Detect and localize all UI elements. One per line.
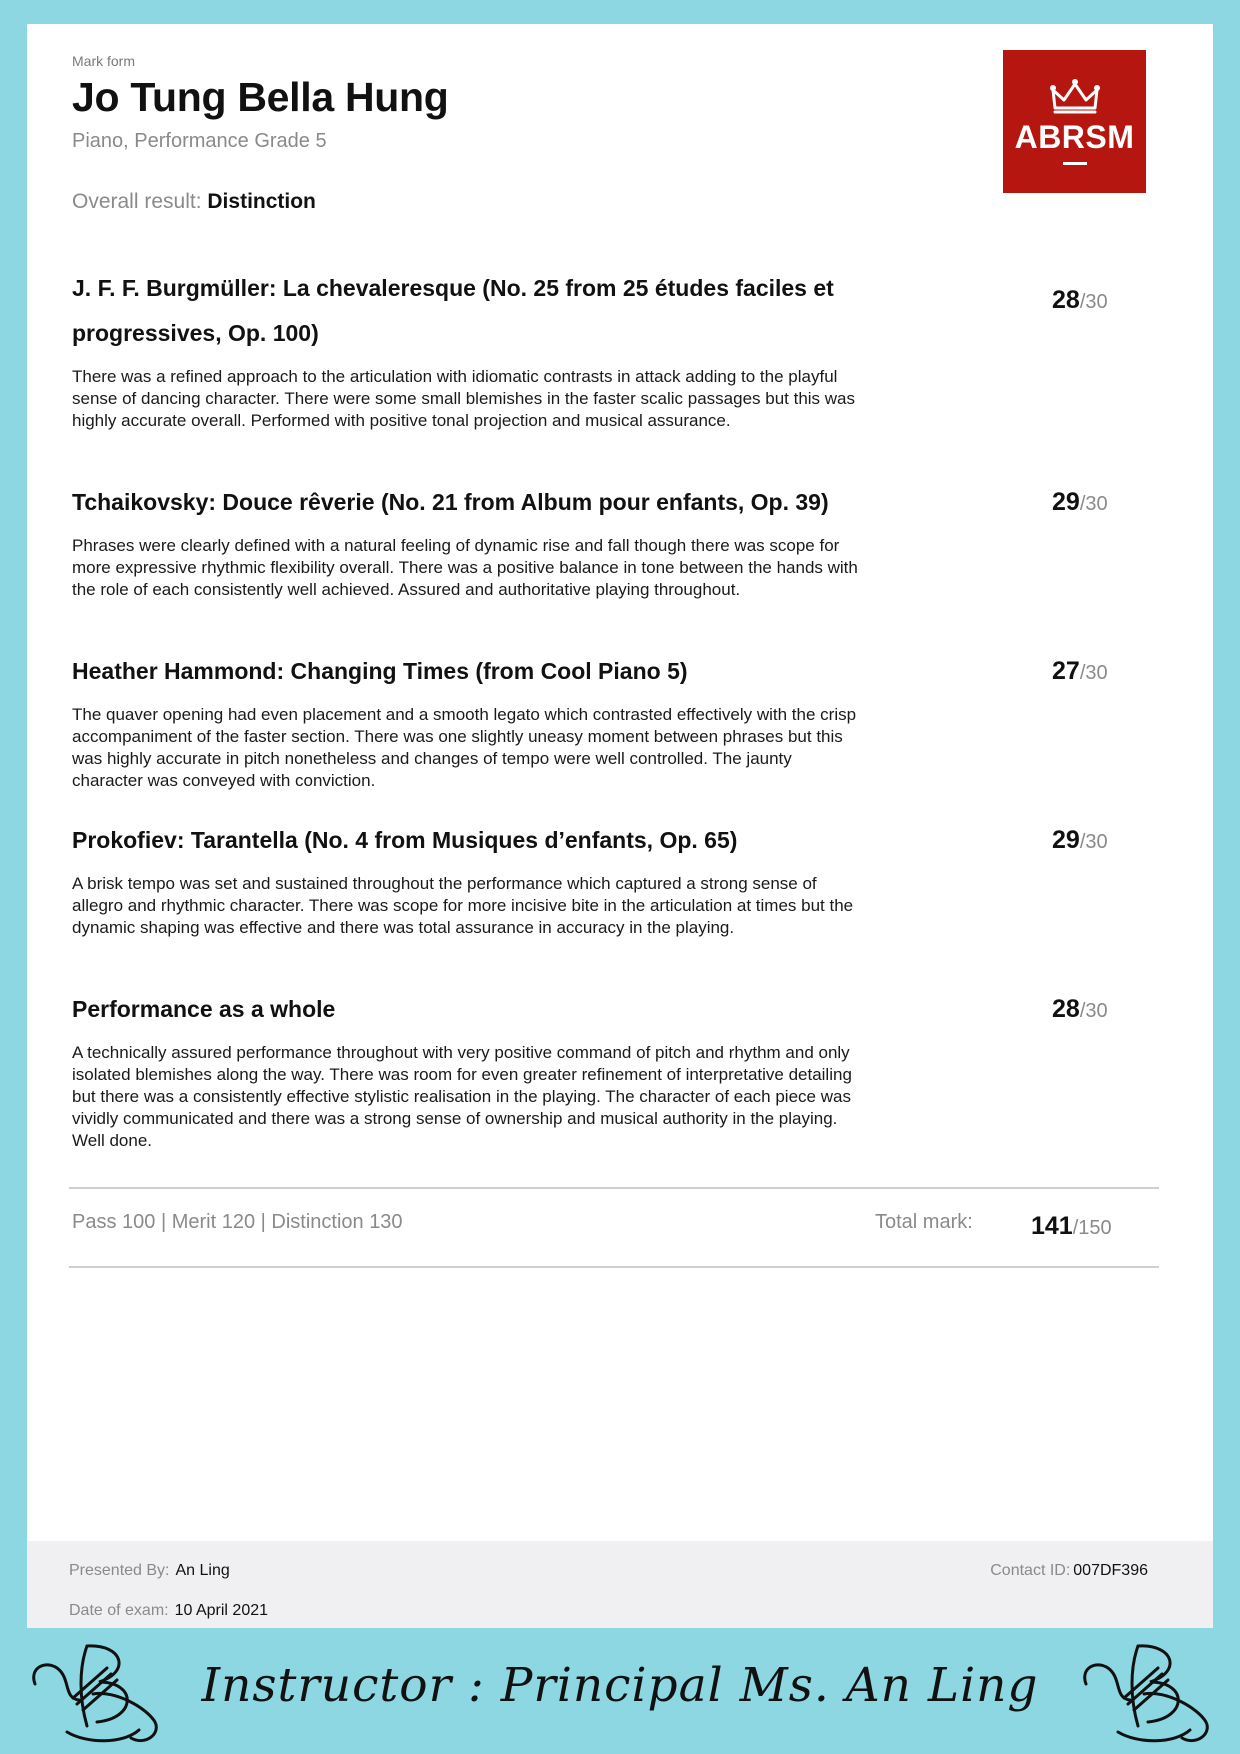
piece-mark	[1052, 286, 1108, 315]
presented-by-value: An Ling	[175, 1562, 230, 1579]
piece-mark	[1052, 657, 1108, 686]
exam-subtitle: Piano, Performance Grade 5	[72, 130, 327, 152]
piece-mark-max: /30	[1079, 493, 1108, 515]
overall-result	[72, 190, 316, 214]
footer	[27, 1541, 1213, 1628]
piece-mark	[1052, 826, 1108, 855]
overall-result-label: Overall result:	[72, 190, 202, 213]
piece-title: Heather Hammond: Changing Times (from Cool Piano 5)	[72, 658, 688, 684]
contact-id-label: Contact ID:	[990, 1562, 1071, 1579]
mark-form-sheet	[27, 24, 1213, 1628]
piece-comment: There was a refined approach to the articulation with idiomatic contrasts in attack adding to the playful sense of dancing character. There were some small blemishes in the faster scalic passages but this was highly accurate overall. Performed with positive tonal projection and musical assurance.	[72, 367, 856, 430]
piece-title: Tchaikovsky: Douce rêverie (No. 21 from Album pour enfants, Op. 39)	[72, 489, 829, 515]
logo-text: ABRSM	[1014, 119, 1135, 155]
contact-id-value: 007DF396	[1073, 1562, 1148, 1579]
piece-mark-max: /30	[1079, 831, 1108, 853]
contact-id	[990, 1562, 1148, 1580]
exam-date	[69, 1602, 268, 1620]
piece-mark-max: /30	[1079, 291, 1108, 313]
piece-mark	[1052, 488, 1108, 517]
piece-title: J. F. F. Burgmüller: La chevaleresque (No. 25 from 25 études faciles et progressives, Op. 100)	[72, 275, 834, 346]
piece-mark-value: 28	[1052, 995, 1080, 1023]
divider-top	[69, 1187, 1159, 1189]
overall-result-value: Distinction	[207, 190, 316, 213]
piece-1	[72, 266, 1132, 432]
instructor-banner: Instructor : Principal Ms. An Ling	[201, 1658, 1039, 1713]
piece-comment: A technically assured performance throughout with very positive command of pitch and rhythm and only isolated blemishes along the way. There was room for even greater refinement of interpretative detailing but there was a consistently effective stylistic realisation in the playing. The character of each piece was vividly communicated and there was a strong sense of ownership and musical authority in the playing. Well done.	[72, 1043, 852, 1150]
piece-5	[72, 987, 1132, 1152]
logo-bar	[1063, 162, 1087, 165]
piece-mark-value: 29	[1052, 488, 1080, 516]
piece-2	[72, 480, 1132, 601]
piece-comment: The quaver opening had even placement and a smooth legato which contrasted effectively with the crisp accompaniment of the faster section. There was one slightly uneasy moment between phrases but this was highly accurate in pitch nonetheless and changes of tempo were well controlled. The jaunty character was conveyed with conviction.	[72, 705, 857, 790]
grade-thresholds: Pass 100 | Merit 120 | Distinction 130	[72, 1211, 403, 1233]
piece-mark-value: 27	[1052, 657, 1080, 685]
piece-title: Prokofiev: Tarantella (No. 4 from Musiques d’enfants, Op. 65)	[72, 827, 738, 853]
exam-date-value: 10 April 2021	[174, 1602, 269, 1619]
piece-4	[72, 818, 1132, 939]
total-mark-label: Total mark:	[875, 1211, 973, 1233]
total-mark-max: /150	[1072, 1217, 1112, 1239]
total-mark	[1031, 1212, 1112, 1241]
exam-date-label: Date of exam:	[69, 1602, 169, 1619]
piece-3	[72, 649, 1132, 792]
student-name: Jo Tung Bella Hung	[72, 74, 449, 120]
form-label: Mark form	[72, 53, 135, 69]
total-mark-value: 141	[1031, 1212, 1073, 1240]
piece-comment: Phrases were clearly defined with a natural feeling of dynamic rise and fall though there was scope for more expressive rhythmic flexibility overall. There was a positive balance in tone between the hands with the role of each consistently well achieved. Assured and authoritative playing throughout.	[72, 536, 858, 599]
presented-by	[69, 1562, 230, 1580]
piece-mark	[1052, 995, 1108, 1024]
presented-by-label: Presented By:	[69, 1562, 170, 1579]
piece-mark-value: 29	[1052, 826, 1080, 854]
piece-mark-max: /30	[1079, 662, 1108, 684]
abrsm-logo	[1003, 50, 1146, 193]
piece-comment: A brisk tempo was set and sustained throughout the performance which captured a strong sense of allegro and rhythmic character. There was scope for more incisive bite in the articulation at times but the dynamic shaping was effective and there was total assurance in accuracy in the playing.	[72, 874, 854, 937]
piece-mark-value: 28	[1052, 286, 1080, 314]
piece-title: Performance as a whole	[72, 996, 336, 1022]
piece-mark-max: /30	[1079, 1000, 1108, 1022]
crown-icon	[1047, 78, 1103, 114]
divider-bottom	[69, 1266, 1159, 1268]
